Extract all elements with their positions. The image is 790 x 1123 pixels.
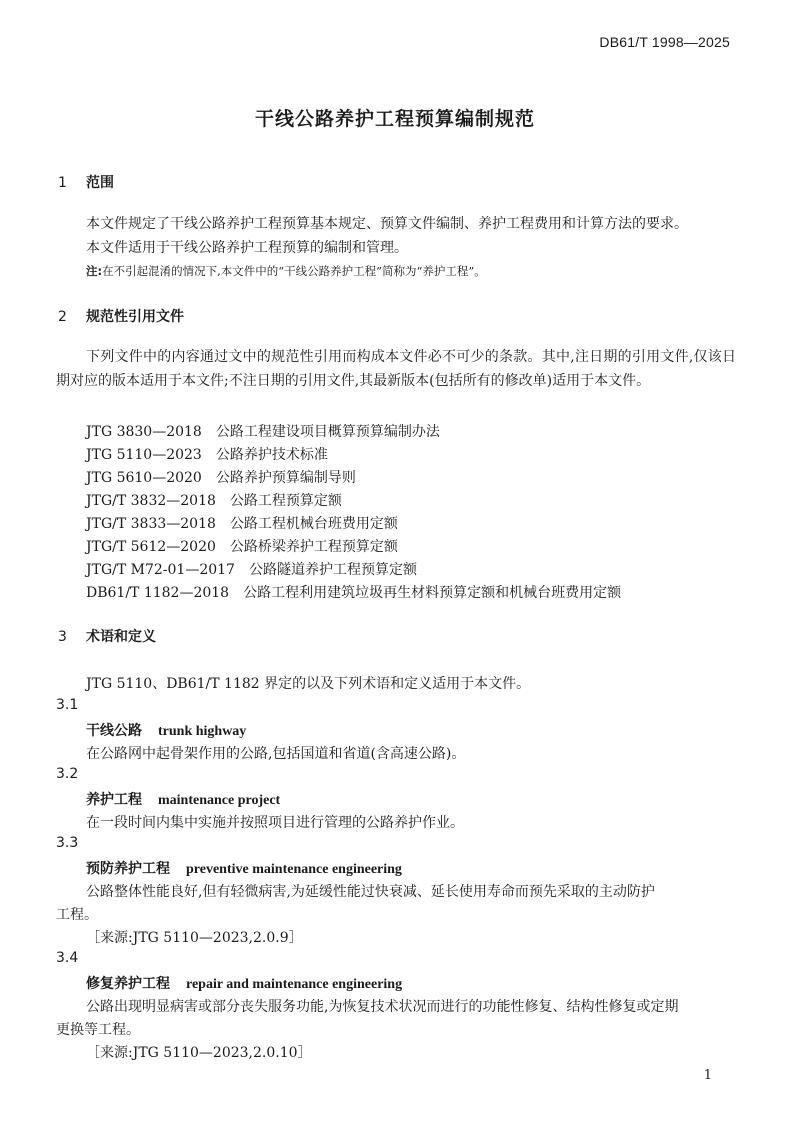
- reference-item: [86, 444, 621, 467]
- term-heading: [86, 789, 280, 809]
- term-en: trunk highway: [158, 724, 247, 739]
- reference-title: 公路养护技术标准: [215, 447, 328, 463]
- section-2-number: 2: [58, 309, 67, 325]
- term-definition-cont: 工程。: [56, 907, 98, 923]
- term-definition-cont: 更换等工程。: [56, 1022, 140, 1038]
- section-3-number: 3: [58, 629, 67, 645]
- term-zh: 养护工程: [86, 792, 142, 808]
- reference-item: [86, 513, 621, 536]
- section-1-note: [86, 263, 486, 279]
- term-number: 3.3: [56, 835, 79, 851]
- reference-code: JTG 3830—2018: [86, 424, 202, 440]
- reference-title: 公路工程利用建筑垃圾再生材料预算定额和机械台班费用定额: [243, 585, 622, 601]
- section-1-para-1: 本文件规定了干线公路养护工程预算基本规定、预算文件编制、养护工程费用和计算方法的要求。: [86, 216, 688, 232]
- reference-code: JTG/T M72-01—2017: [86, 562, 235, 578]
- section-2-heading: [58, 306, 184, 326]
- reference-item: [86, 467, 621, 490]
- reference-list: [86, 421, 621, 605]
- term-definition: 公路出现明显病害或部分丧失服务功能,为恢复技术状况而进行的功能性修复、结构性修复或定期: [86, 999, 679, 1015]
- reference-code: JTG 5610—2020: [86, 470, 202, 486]
- term-definition: 公路整体性能良好,但有轻微病害,为延缓性能过快衰减、延长使用寿命而预先采取的主动防护: [86, 884, 655, 900]
- term-definition: 在一段时间内集中实施并按照项目进行管理的公路养护作业。: [86, 815, 464, 831]
- term-number: 3.4: [56, 950, 79, 966]
- term-en: repair and maintenance engineering: [186, 977, 403, 992]
- term-en: preventive maintenance engineering: [186, 862, 402, 877]
- term-heading: [86, 973, 402, 993]
- reference-title: 公路工程预算定额: [229, 493, 342, 509]
- section-2-intro: 下列文件中的内容通过文中的规范性引用而构成本文件必不可少的条款。其中,注日期的引用文件,仅该日期对应的版本适用于本文件;不注日期的引用文件,其最新版本(包括所有的修改单)适用于本文件。: [56, 349, 736, 389]
- section-3-intro: JTG 5110、DB61/T 1182 界定的以及下列术语和定义适用于本文件。: [86, 676, 531, 692]
- reference-item: [86, 490, 621, 513]
- section-3-title: 术语和定义: [86, 629, 156, 645]
- reference-title: 公路隧道养护工程预算定额: [248, 562, 417, 578]
- term-zh: 干线公路: [86, 723, 142, 739]
- reference-item: [86, 536, 621, 559]
- term-definition: 在公路网中起骨架作用的公路,包括国道和省道(含高速公路)。: [86, 746, 466, 762]
- reference-title: 公路工程机械台班费用定额: [229, 516, 398, 532]
- reference-code: JTG/T 3832—2018: [86, 493, 216, 509]
- reference-item: [86, 582, 621, 605]
- reference-code: JTG/T 5612—2020: [86, 539, 216, 555]
- reference-code: DB61/T 1182—2018: [86, 585, 230, 601]
- note-label: 注:: [86, 264, 103, 278]
- term-zh: 预防养护工程: [86, 861, 170, 877]
- term-heading: [86, 720, 246, 740]
- reference-title: 公路工程建设项目概算预算编制办法: [215, 424, 440, 440]
- section-1-number: 1: [58, 175, 67, 191]
- term-zh: 修复养护工程: [86, 976, 170, 992]
- page-number: 1: [703, 1068, 712, 1083]
- note-text: 在不引起混淆的情况下,本文件中的“干线公路养护工程”简称为“养护工程”。: [102, 264, 486, 278]
- reference-code: JTG 5110—2023: [86, 447, 202, 463]
- section-1-heading: [58, 172, 114, 192]
- section-1-para-2: 本文件适用于干线公路养护工程预算的编制和管理。: [86, 240, 408, 256]
- reference-item: [86, 421, 621, 444]
- term-number: 3.1: [56, 697, 79, 713]
- term-en: maintenance project: [158, 793, 281, 808]
- section-2-title: 规范性引用文件: [86, 309, 184, 325]
- reference-item: [86, 559, 621, 582]
- section-3-heading: [58, 626, 156, 646]
- reference-title: 公路桥梁养护工程预算定额: [229, 539, 398, 555]
- term-source: ［来源:JTG 5110—2023,2.0.9］: [86, 930, 303, 946]
- term-heading: [86, 858, 402, 878]
- term-number: 3.2: [56, 766, 79, 782]
- section-1-title: 范围: [86, 175, 114, 191]
- reference-title: 公路养护预算编制导则: [215, 470, 356, 486]
- document-title: 干线公路养护工程预算编制规范: [254, 108, 535, 130]
- term-source: ［来源:JTG 5110—2023,2.0.10］: [86, 1045, 312, 1061]
- reference-code: JTG/T 3833—2018: [86, 516, 216, 532]
- standard-code: DB61/T 1998—2025: [599, 34, 730, 50]
